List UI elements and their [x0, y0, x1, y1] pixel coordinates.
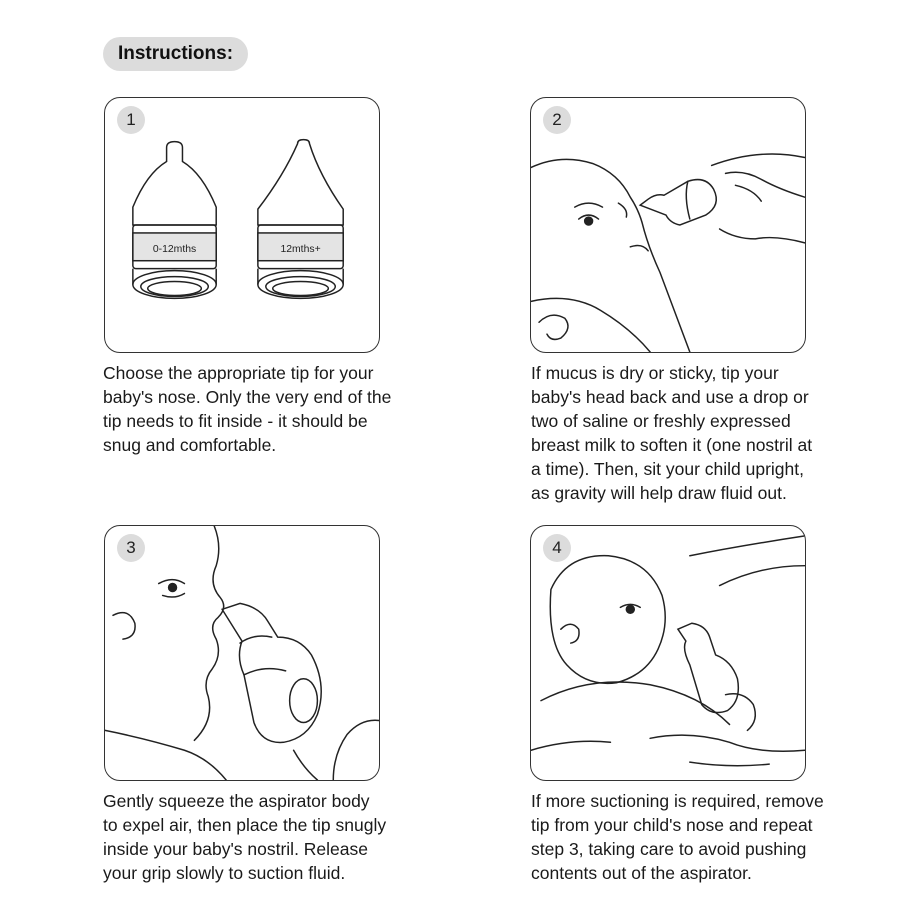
caption-line: tip needs to fit inside - it should be — [103, 411, 368, 431]
caption-line: snug and comfortable. — [103, 435, 277, 455]
instructions-heading: Instructions: — [103, 37, 248, 71]
baby-upright-aspirator-drawing — [531, 526, 805, 780]
tip-label-large: 12mths+ — [280, 243, 321, 255]
caption-line: If mucus is dry or sticky, tip your — [531, 363, 779, 383]
step-4-illustration — [530, 525, 806, 781]
step-3-illustration — [104, 525, 380, 781]
baby-head-tilted-drawing — [531, 98, 805, 352]
caption-line: your grip slowly to suction fluid. — [103, 863, 346, 883]
step-4-number: 4 — [543, 534, 571, 562]
step-1-caption — [103, 361, 413, 457]
nasal-tips-drawing — [105, 98, 379, 352]
caption-line: a time). Then, sit your child upright, — [531, 459, 804, 479]
caption-line: baby's nose. Only the very end of the — [103, 387, 392, 407]
step-2-illustration — [530, 97, 806, 353]
caption-line: If more suctioning is required, remove — [531, 791, 824, 811]
aspirator-in-nostril-drawing — [105, 526, 379, 780]
tip-label-small: 0-12mths — [152, 243, 197, 255]
caption-line: two of saline or freshly expressed — [531, 411, 791, 431]
caption-line: inside your baby's nostril. Release — [103, 839, 369, 859]
step-2-number: 2 — [543, 106, 571, 134]
caption-line: as gravity will help draw fluid out. — [531, 483, 787, 503]
step-2-caption — [531, 361, 841, 505]
caption-line: step 3, taking care to avoid pushing — [531, 839, 807, 859]
step-1-number: 1 — [117, 106, 145, 134]
caption-line: to expel air, then place the tip snugly — [103, 815, 387, 835]
step-1-illustration — [104, 97, 380, 353]
step-3-caption — [103, 789, 413, 885]
caption-line: breast milk to soften it (one nostril at — [531, 435, 813, 455]
caption-line: Gently squeeze the aspirator body — [103, 791, 370, 811]
caption-line: Choose the appropriate tip for your — [103, 363, 374, 383]
step-4-caption — [531, 789, 841, 885]
caption-line: contents out of the aspirator. — [531, 863, 752, 883]
caption-line: tip from your child's nose and repeat — [531, 815, 813, 835]
caption-line: baby's head back and use a drop or — [531, 387, 809, 407]
step-3-number: 3 — [117, 534, 145, 562]
